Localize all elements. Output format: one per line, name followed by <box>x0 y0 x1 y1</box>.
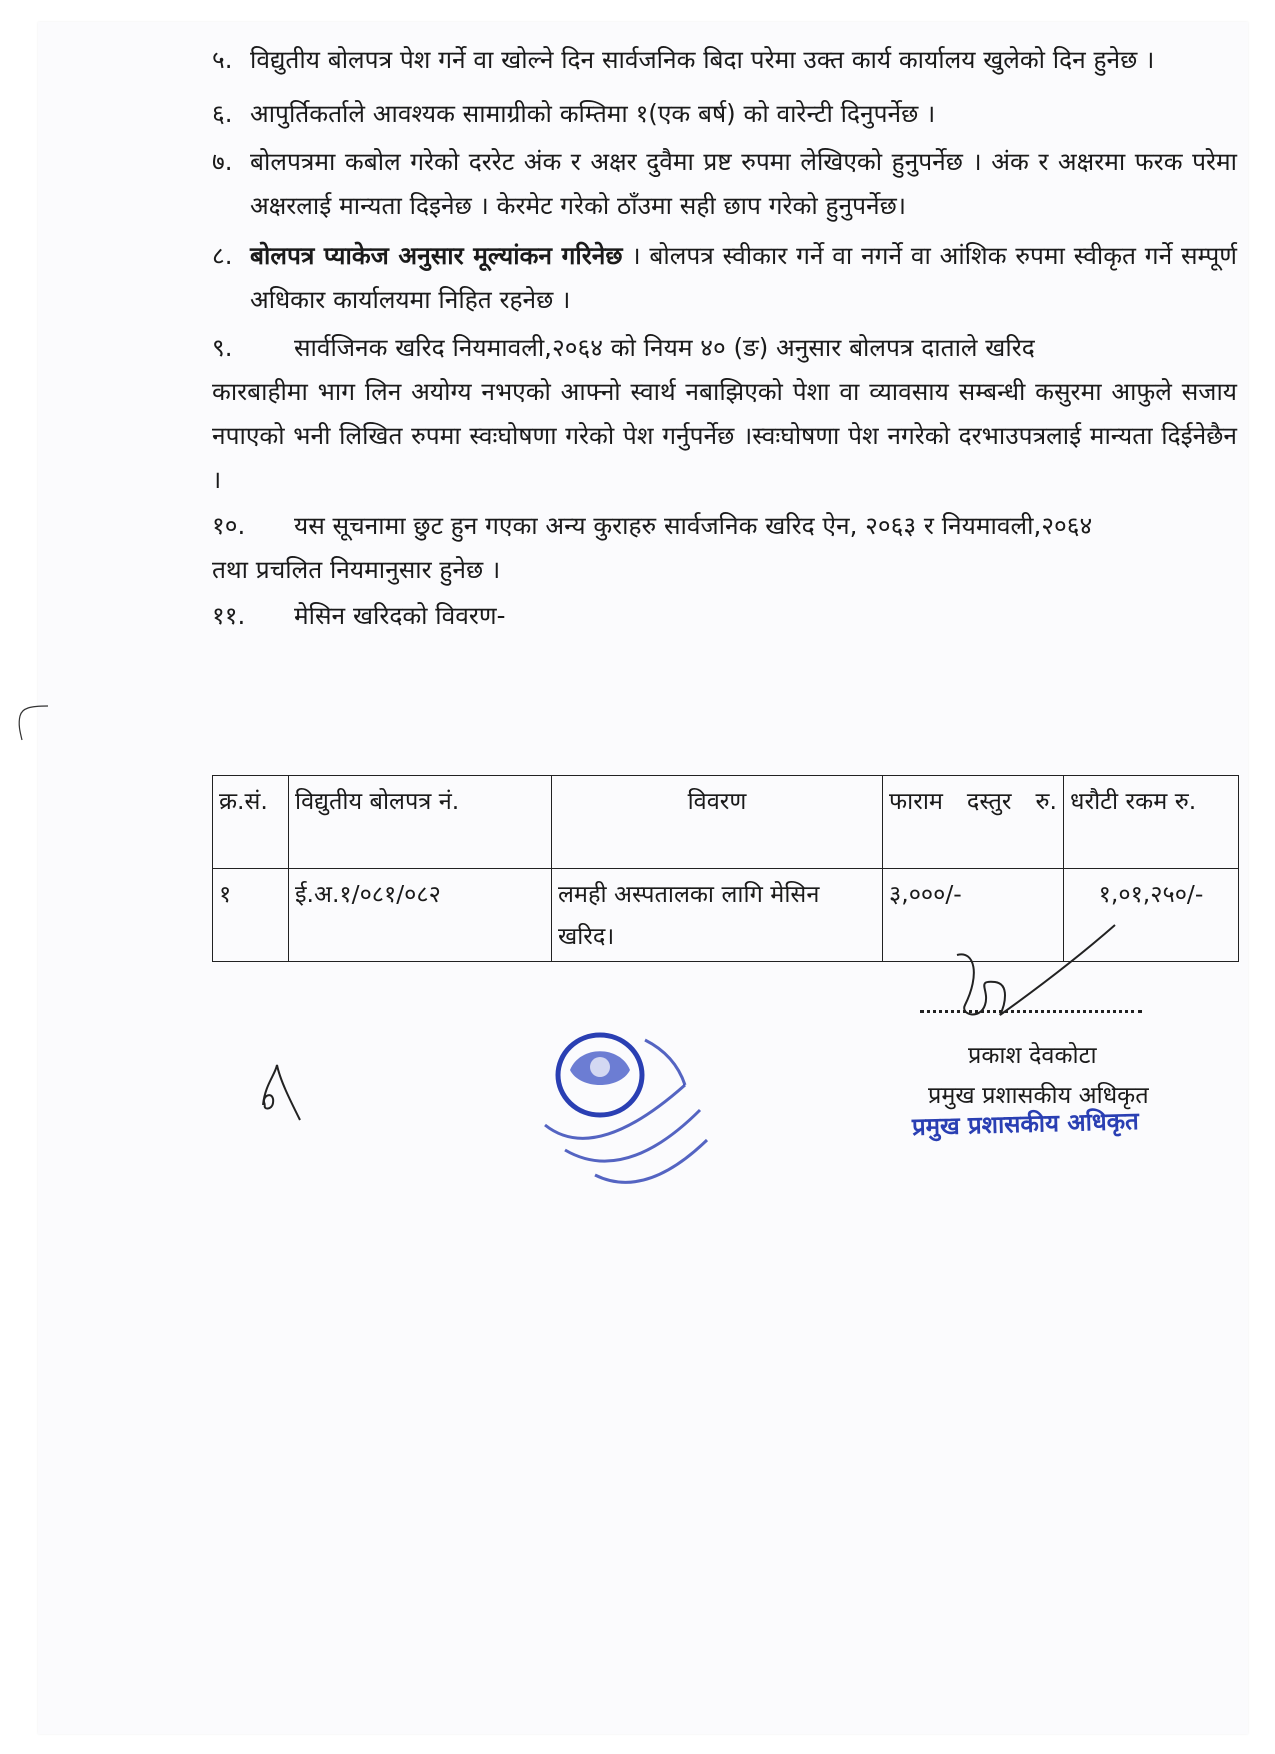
col-header-serial: क्र.सं. <box>213 776 289 869</box>
col-header-deposit: धरौटी रकम रु. <box>1064 776 1239 869</box>
title-stamp: प्रमुख प्रशासकीय अधिकृत <box>911 1107 1140 1141</box>
cell-bid-number: ई.अ.१/०८१/०८२ <box>289 869 552 962</box>
clause-number: ११. <box>212 601 246 630</box>
clause-first-line: मेसिन खरिदको विवरण- <box>294 601 506 630</box>
signature-line <box>920 1006 1142 1013</box>
page-edge-mark <box>0 702 50 742</box>
clause-number: ५. <box>212 45 233 74</box>
signatory-title: प्रमुख प्रशासकीय अधिकृत <box>928 1081 1149 1109</box>
col-header-description: विवरण <box>552 776 883 869</box>
municipality-seal-icon <box>535 1015 715 1205</box>
signature-scribble <box>955 920 1125 1030</box>
clause-number: ६. <box>212 99 233 128</box>
clause-number: ८. <box>212 241 233 270</box>
initial-mark <box>255 1055 305 1125</box>
clause-first-line: सार्वजिनक खरिद नियमावली,२०६४ को नियम ४० (ङ) अनुसार बोलपत्र दाताले खरिद <box>294 333 1035 362</box>
col-header-form-fee: फाराम दस्तुर रु. <box>883 776 1064 869</box>
clause-text: कारबाहीमा भाग लिन अयोग्य नभएको आफ्नो स्वार्थ नबाझिएको पेशा वा व्यावसाय सम्बन्धी कसुरमा आफुले सजाय नपाएको भनी लिखित रुपमा स्वःघोषणा गरेको पेश गर्नुपर्नेछ ।स्वःघोषणा पेश नगरेको दरभाउपत्रलाई मान्यता दिईनेछैन । <box>212 377 1237 494</box>
clause-9 <box>212 326 1237 502</box>
clause-text: तथा प्रचलित नियमानुसार हुनेछ । <box>212 555 501 584</box>
cell-form-fee: ३,०००/- <box>883 869 1064 962</box>
signatory-name: प्रकाश देवकोटा <box>968 1041 1097 1069</box>
clause-6 <box>212 92 1237 136</box>
clause-text: बोलपत्रमा कबोल गरेको दररेट अंक र अक्षर दुवैमा प्रष्ट रुपमा लेखिएको हुनुपर्नेछ । अंक र अक्षरमा फरक परेमा अक्षरलाई मान्यता दिइनेछ । केरमेट गरेको ठाँउमा सही छाप गरेको हुनुपर्नेछ। <box>250 147 1237 220</box>
clause-7 <box>212 140 1237 228</box>
notice-body <box>212 38 1237 638</box>
clause-number: ९. <box>212 333 233 362</box>
clause-number: ७. <box>212 147 233 176</box>
clause-8 <box>212 234 1237 322</box>
cell-deposit: १,०१,२५०/- <box>1064 869 1239 962</box>
clause-text: विद्युतीय बोलपत्र पेश गर्ने वा खोल्ने दिन सार्वजनिक बिदा परेमा उक्त कार्य कार्यालय खुलेको दिन हुनेछ । <box>250 45 1155 74</box>
table-header-row <box>213 776 1239 869</box>
clause-10 <box>212 504 1237 592</box>
clause-text: आपुर्तिकर्ताले आवश्यक सामाग्रीको कम्तिमा १(एक बर्ष) को वारेन्टी दिनुपर्नेछ । <box>250 99 936 128</box>
clause-11 <box>212 594 1237 638</box>
clause-text: । बोलपत्र स्वीकार गर्ने वा नगर्ने वा आंशिक रुपमा स्वीकृत गर्ने सम्पूर्ण अधिकार कार्यालयमा निहित रहनेछ । <box>250 241 1237 314</box>
clause-emphasis: बोलपत्र प्याकेज अनुसार मूल्यांकन गरिनेछ <box>250 241 623 270</box>
clause-first-line: यस सूचनामा छुट हुन गएका अन्य कुराहरु सार्वजनिक खरिद ऐन, २०६३ र नियमावली,२०६४ <box>294 511 1093 540</box>
cell-serial: १ <box>213 869 289 962</box>
cell-description: लमही अस्पतालका लागि मेसिन खरिद। <box>552 869 883 962</box>
col-header-bid-number: विद्युतीय बोलपत्र नं. <box>289 776 552 869</box>
clause-5 <box>212 38 1237 82</box>
clause-number: १०. <box>212 511 246 540</box>
